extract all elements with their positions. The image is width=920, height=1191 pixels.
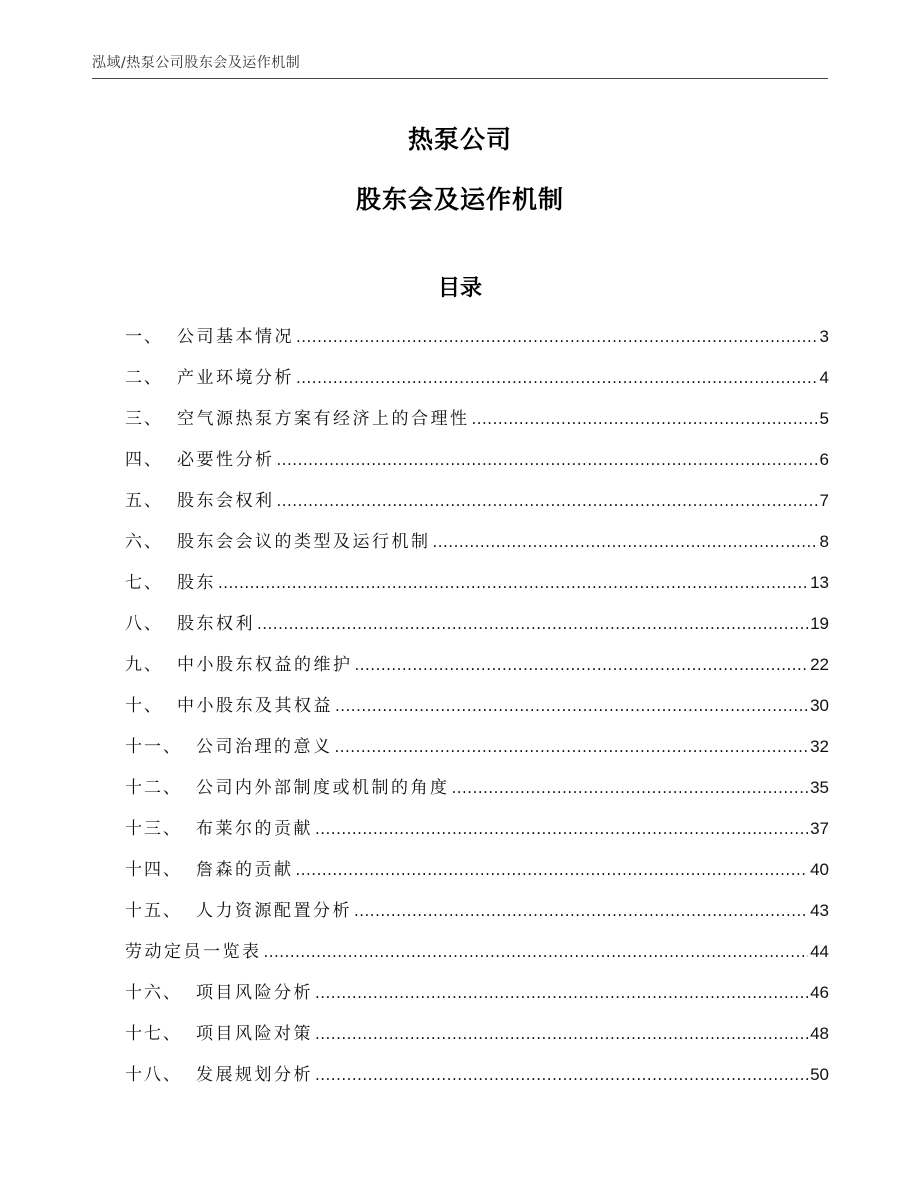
toc-entry[interactable] (125, 896, 829, 937)
toc-leader-dots (452, 773, 809, 803)
toc-entry[interactable] (125, 568, 829, 609)
toc-leader-dots (472, 404, 818, 434)
toc-entry-page: 8 (819, 532, 829, 551)
toc-leader-dots (433, 527, 818, 557)
toc-entry[interactable] (125, 486, 829, 527)
toc-entry[interactable] (125, 937, 829, 978)
toc-entry-title: 公司治理的意义 (196, 737, 333, 757)
toc-entry-number: 十七、 (125, 1024, 182, 1044)
toc-entry-page: 3 (819, 327, 829, 346)
toc-entry-number: 五、 (125, 491, 163, 511)
toc-leader-dots (355, 650, 809, 680)
toc-leader-dots (354, 896, 808, 926)
table-of-contents (125, 322, 829, 1101)
toc-entry-page: 40 (810, 860, 829, 879)
toc-leader-dots (296, 322, 818, 352)
toc-entry-title: 人力资源配置分析 (196, 901, 352, 921)
toc-entry[interactable] (125, 609, 829, 650)
toc-entry[interactable] (125, 732, 829, 773)
toc-entry-page: 48 (810, 1024, 829, 1043)
toc-entry[interactable] (125, 650, 829, 691)
toc-entry[interactable] (125, 322, 829, 363)
toc-leader-dots (264, 937, 809, 967)
toc-entry[interactable] (125, 404, 829, 445)
toc-entry-number: 十六、 (125, 983, 182, 1003)
toc-entry-number: 二、 (125, 368, 163, 388)
toc-leader-dots (277, 445, 818, 475)
toc-leader-dots (315, 814, 808, 844)
toc-leader-dots (315, 1060, 808, 1090)
document-title: 热泵公司 (407, 125, 512, 154)
toc-entry[interactable] (125, 691, 829, 732)
toc-entry-number: 三、 (125, 409, 163, 429)
toc-entry-page: 5 (819, 409, 829, 428)
toc-entry-title: 詹森的贡献 (196, 860, 294, 880)
toc-entry-page: 43 (810, 901, 829, 920)
toc-entry-page: 13 (810, 573, 829, 592)
toc-entry[interactable] (125, 445, 829, 486)
toc-entry[interactable] (125, 527, 829, 568)
toc-entry-title: 股东会会议的类型及运行机制 (177, 532, 431, 552)
toc-entry-number: 十八、 (125, 1065, 182, 1085)
toc-entry-title: 项目风险对策 (196, 1024, 313, 1044)
toc-entry-title: 劳动定员一览表 (125, 942, 262, 962)
toc-entry-page: 30 (810, 696, 829, 715)
toc-entry-page: 6 (819, 450, 829, 469)
toc-entry-number: 十二、 (125, 778, 182, 798)
header-divider (92, 78, 828, 79)
toc-entry-number: 六、 (125, 532, 163, 552)
toc-leader-dots (315, 1019, 808, 1049)
toc-entry[interactable] (125, 773, 829, 814)
toc-entry[interactable] (125, 814, 829, 855)
toc-entry-number: 十一、 (125, 737, 182, 757)
toc-entry-page: 50 (810, 1065, 829, 1084)
toc-entry[interactable] (125, 855, 829, 896)
toc-entry[interactable] (125, 1060, 829, 1101)
toc-entry-page: 46 (810, 983, 829, 1002)
toc-entry-page: 19 (810, 614, 829, 633)
toc-entry-page: 35 (810, 778, 829, 797)
toc-entry-title: 产业环境分析 (177, 368, 294, 388)
toc-entry-page: 32 (810, 737, 829, 756)
toc-entry-title: 项目风险分析 (196, 983, 313, 1003)
toc-entry[interactable] (125, 1019, 829, 1060)
toc-entry-number: 十五、 (125, 901, 182, 921)
toc-entry-number: 十、 (125, 696, 163, 716)
toc-entry[interactable] (125, 363, 829, 404)
toc-entry-number: 七、 (125, 573, 163, 593)
toc-leader-dots (257, 609, 808, 639)
toc-leader-dots (296, 855, 809, 885)
toc-entry-title: 发展规划分析 (196, 1065, 313, 1085)
toc-entry-page: 44 (810, 942, 829, 961)
toc-entry-title: 股东权利 (177, 614, 255, 634)
toc-entry-title: 中小股东权益的维护 (177, 655, 353, 675)
toc-entry-number: 一、 (125, 327, 163, 347)
toc-leader-dots (335, 691, 808, 721)
toc-entry-title: 股东会权利 (177, 491, 275, 511)
toc-entry-title: 公司内外部制度或机制的角度 (196, 778, 450, 798)
toc-entry-title: 布莱尔的贡献 (196, 819, 313, 839)
toc-entry-page: 22 (810, 655, 829, 674)
toc-entry-title: 空气源热泵方案有经济上的合理性 (177, 409, 470, 429)
toc-entry-number: 九、 (125, 655, 163, 675)
toc-entry-title: 必要性分析 (177, 450, 275, 470)
toc-entry[interactable] (125, 978, 829, 1019)
toc-entry-title: 中小股东及其权益 (177, 696, 333, 716)
toc-entry-number: 十四、 (125, 860, 182, 880)
toc-leader-dots (296, 363, 818, 393)
toc-entry-page: 7 (819, 491, 829, 510)
toc-entry-title: 股东 (177, 573, 216, 593)
page-header: 泓域/热泵公司股东会及运作机制 (92, 55, 301, 71)
toc-leader-dots (315, 978, 808, 1008)
toc-leader-dots (335, 732, 809, 762)
toc-entry-number: 四、 (125, 450, 163, 470)
toc-entry-number: 十三、 (125, 819, 182, 839)
toc-entry-number: 八、 (125, 614, 163, 634)
toc-entry-page: 37 (810, 819, 829, 838)
toc-entry-page: 4 (819, 368, 829, 387)
toc-leader-dots (277, 486, 818, 516)
toc-entry-title: 公司基本情况 (177, 327, 294, 347)
document-subtitle: 股东会及运作机制 (355, 185, 564, 214)
toc-leader-dots (218, 568, 808, 598)
toc-heading: 目录 (437, 276, 482, 301)
